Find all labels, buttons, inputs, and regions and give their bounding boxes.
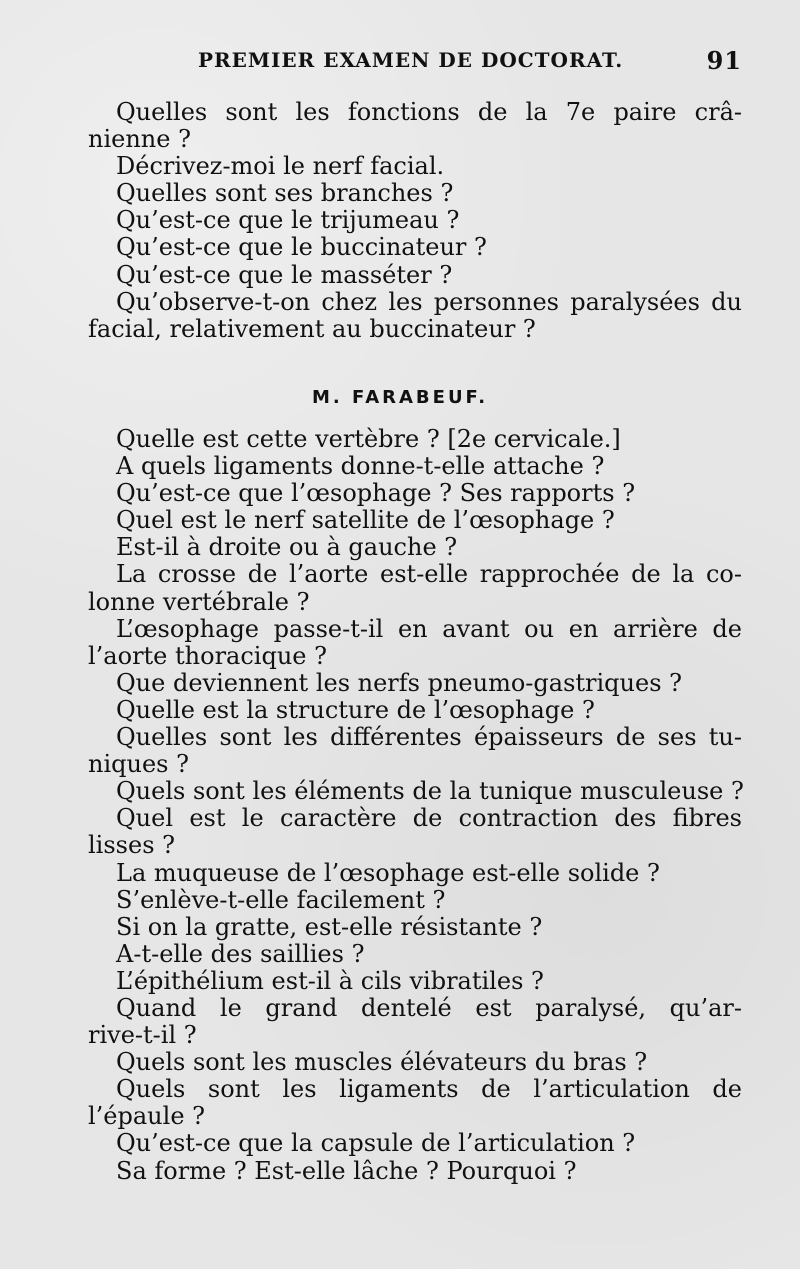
- text-line: Quelle est la structure de l’œsophage ?: [116, 695, 595, 724]
- text-line: rive-t-il ?: [88, 1021, 197, 1050]
- text-line: l’aorte thoracique ?: [88, 641, 327, 670]
- text-line: Sa forme ? Est-elle lâche ? Pourquoi ?: [116, 1156, 577, 1185]
- text-line: L’épithélium est-il à cils vibratiles ?: [116, 966, 544, 995]
- text-line: Si on la gratte, est-elle résistante ?: [116, 912, 543, 941]
- text-line: Qu’est-ce que l’œsophage ? Ses rapports ?: [116, 479, 636, 508]
- page-header: [0, 48, 800, 78]
- text-line: Quelle est cette vertèbre ? [2e cervicale.]: [116, 425, 621, 453]
- text-line: Quels sont les muscles élévateurs du bras ?: [116, 1048, 648, 1077]
- text-line: lonne vertébrale ?: [88, 587, 310, 616]
- text-line: facial, relativement au buccinateur ?: [88, 314, 536, 343]
- text-line: Décrivez-moi le nerf facial.: [116, 152, 445, 181]
- text-line: Quel est le caractère de contraction des fibres: [116, 804, 742, 833]
- text-line: Que deviennent les nerfs pneumo-gastriques ?: [116, 668, 683, 697]
- text-line: Quelles sont les différentes épaisseurs de ses tu-: [116, 723, 742, 752]
- text-line: lisses ?: [88, 831, 175, 860]
- bottom-text-block: [88, 426, 742, 1185]
- section-heading: M. FARABEUF.: [311, 387, 489, 408]
- text-line: La muqueuse de l’œsophage est-elle solide ?: [116, 858, 660, 887]
- text-line: Quels sont les ligaments de l’articulation de: [116, 1075, 742, 1104]
- text-line: A quels ligaments donne-t-elle attache ?: [116, 452, 605, 481]
- text-line: Qu’est-ce que le trijumeau ?: [116, 206, 460, 235]
- text-line: Qu’est-ce que le buccinateur ?: [116, 233, 487, 262]
- text-line: Quelles sont ses branches ?: [116, 179, 454, 208]
- text-line: Quelles sont les fonctions de la 7e paire crâ-: [116, 98, 742, 126]
- text-line: Qu’observe-t-on chez les personnes paralysées du: [116, 287, 742, 316]
- text-line: niques ?: [88, 750, 189, 779]
- text-line: Est-il à droite ou à gauche ?: [116, 533, 458, 562]
- text-line: Qu’est-ce que le masséter ?: [116, 260, 453, 289]
- top-text-block: [88, 99, 742, 343]
- text-line: nienne ?: [88, 125, 191, 154]
- text-line: La crosse de l’aorte est-elle rapprochée de la co-: [116, 560, 742, 589]
- text-line: L’œsophage passe-t-il en avant ou en arrière de: [116, 614, 742, 643]
- text-line: A-t-elle des saillies ?: [116, 939, 365, 968]
- page-number: 91: [706, 46, 742, 75]
- text-line: Quand le grand dentelé est paralysé, qu’ar-: [116, 993, 742, 1022]
- running-head: PREMIER EXAMEN DE DOCTORAT.: [198, 48, 624, 72]
- text-line: S’enlève-t-elle facilement ?: [116, 885, 446, 914]
- text-line: Quel est le nerf satellite de l’œsophage ?: [116, 506, 615, 535]
- text-line: l’épaule ?: [88, 1102, 206, 1131]
- text-line: Qu’est-ce que la capsule de l’articulation ?: [116, 1129, 636, 1158]
- text-line: Quels sont les éléments de la tunique musculeuse ?: [116, 777, 744, 806]
